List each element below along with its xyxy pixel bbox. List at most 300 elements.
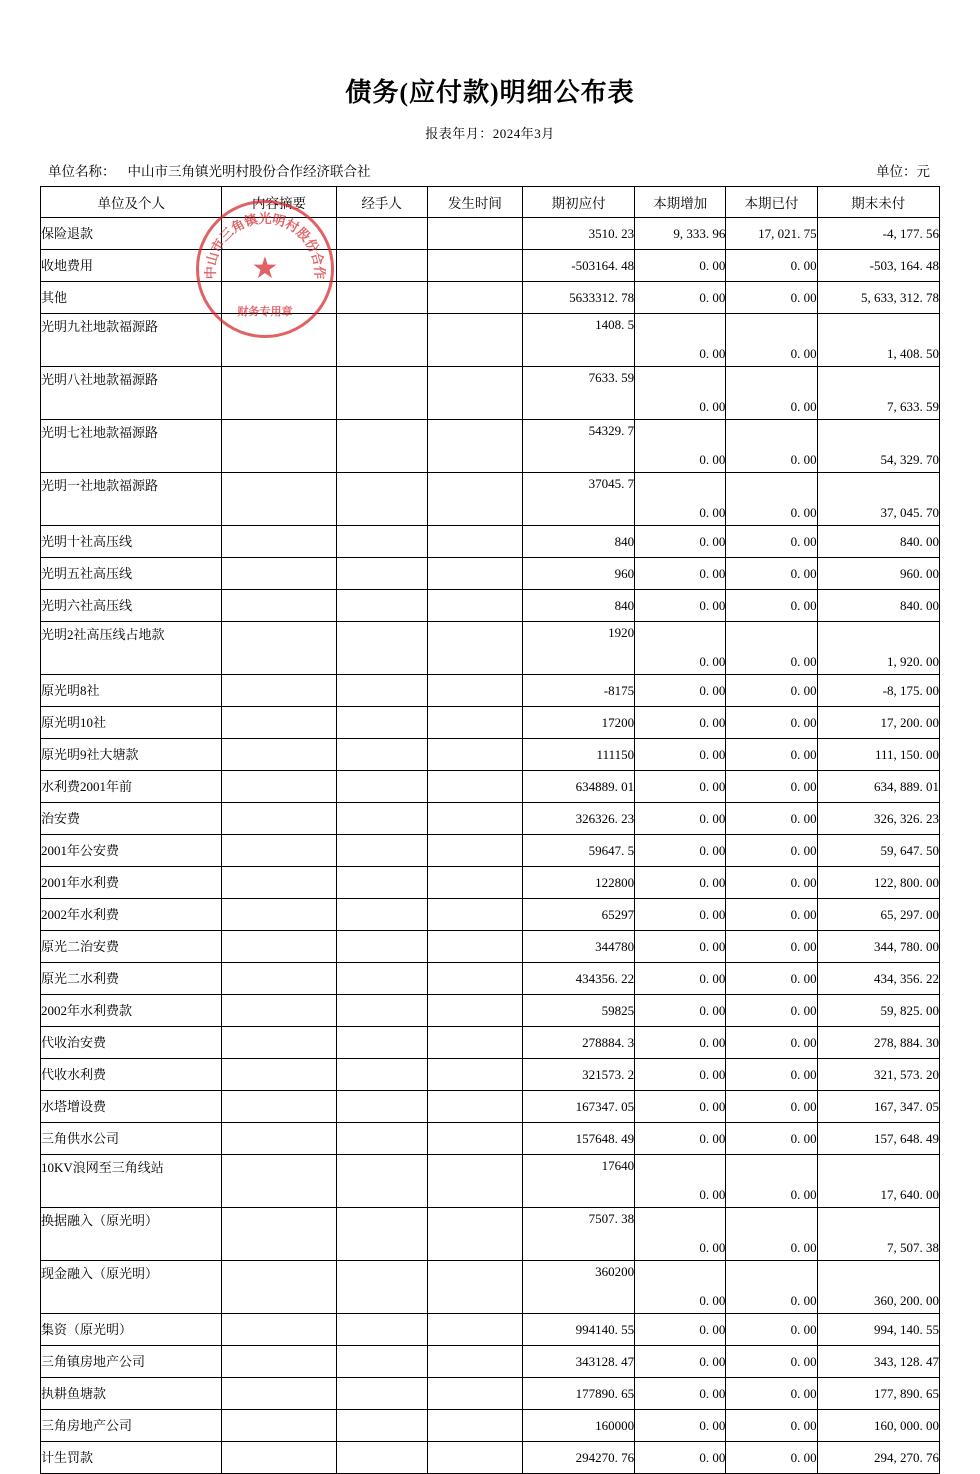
table-row (41, 739, 940, 771)
cell-unit-name: 治安费 (41, 803, 222, 835)
cell-increase: 0. 00 (635, 707, 726, 739)
cell-time (427, 995, 522, 1027)
cell-closing: 54, 329. 70 (817, 420, 939, 473)
cell-summary (222, 1091, 336, 1123)
unit-name-label: 单位名称： (48, 164, 116, 179)
table-row (41, 931, 940, 963)
cell-paid: 0. 00 (726, 1410, 817, 1442)
cell-time (427, 707, 522, 739)
cell-handler (336, 622, 427, 675)
cell-closing: 59, 647. 50 (817, 835, 939, 867)
cell-opening: 177890. 65 (523, 1378, 635, 1410)
table-row (41, 963, 940, 995)
cell-opening: -8175 (523, 675, 635, 707)
cell-time (427, 1261, 522, 1314)
cell-unit-name: 光明一社地款福源路 (41, 473, 222, 526)
table-row (41, 622, 940, 675)
cell-closing: 326, 326. 23 (817, 803, 939, 835)
cell-increase: 0. 00 (635, 675, 726, 707)
cell-closing: 321, 573. 20 (817, 1059, 939, 1091)
table-row (41, 1378, 940, 1410)
cell-unit-name: 三角房地产公司 (41, 1410, 222, 1442)
cell-handler (336, 739, 427, 771)
cell-handler (336, 282, 427, 314)
cell-time (427, 590, 522, 622)
cell-summary (222, 1261, 336, 1314)
cell-time (427, 218, 522, 250)
cell-time (427, 1346, 522, 1378)
cell-unit-name: 水利费2001年前 (41, 771, 222, 803)
cell-unit-name: 光明2社高压线占地款 (41, 622, 222, 675)
cell-handler (336, 1346, 427, 1378)
currency-label: 单位：元 (876, 164, 930, 179)
cell-paid: 0. 00 (726, 771, 817, 803)
cell-increase: 0. 00 (635, 1123, 726, 1155)
cell-summary (222, 526, 336, 558)
cell-handler (336, 867, 427, 899)
cell-increase: 0. 00 (635, 622, 726, 675)
cell-time (427, 1208, 522, 1261)
cell-closing: 17, 200. 00 (817, 707, 939, 739)
cell-opening: 160000 (523, 1410, 635, 1442)
cell-summary (222, 867, 336, 899)
cell-handler (336, 420, 427, 473)
cell-increase: 0. 00 (635, 473, 726, 526)
cell-closing: 160, 000. 00 (817, 1410, 939, 1442)
table-row (41, 526, 940, 558)
cell-unit-name: 光明七社地款福源路 (41, 420, 222, 473)
cell-time (427, 282, 522, 314)
cell-summary (222, 1346, 336, 1378)
cell-unit-name: 换据融入（原光明） (41, 1208, 222, 1261)
cell-opening: 321573. 2 (523, 1059, 635, 1091)
cell-handler (336, 1155, 427, 1208)
cell-handler (336, 963, 427, 995)
cell-handler (336, 1091, 427, 1123)
page-title: 债务(应付款)明细公布表 (345, 78, 635, 107)
cell-time (427, 1410, 522, 1442)
cell-increase: 0. 00 (635, 1346, 726, 1378)
seal-bottom-text: 财务专用章 (237, 306, 293, 318)
cell-closing: 343, 128. 47 (817, 1346, 939, 1378)
cell-increase: 0. 00 (635, 367, 726, 420)
cell-opening: 111150 (523, 739, 635, 771)
cell-time (427, 1314, 522, 1346)
table-row (41, 1208, 940, 1261)
report-period: 报表年月：2024年3月 (425, 126, 555, 141)
cell-summary (222, 367, 336, 420)
cell-increase: 0. 00 (635, 1091, 726, 1123)
table-row (41, 1410, 940, 1442)
cell-paid: 0. 00 (726, 707, 817, 739)
cell-handler (336, 558, 427, 590)
cell-paid: 0. 00 (726, 1314, 817, 1346)
cell-opening: 1920 (523, 622, 635, 675)
cell-unit-name: 计生罚款 (41, 1442, 222, 1474)
cell-unit-name: 代收水利费 (41, 1059, 222, 1091)
cell-increase: 0. 00 (635, 995, 726, 1027)
cell-opening: 343128. 47 (523, 1346, 635, 1378)
cell-paid: 0. 00 (726, 739, 817, 771)
cell-unit-name: 原光二治安费 (41, 931, 222, 963)
table-row (41, 1314, 940, 1346)
cell-opening: 326326. 23 (523, 803, 635, 835)
cell-time (427, 526, 522, 558)
table-row (41, 1091, 940, 1123)
cell-closing: 122, 800. 00 (817, 867, 939, 899)
cell-increase: 0. 00 (635, 771, 726, 803)
cell-handler (336, 675, 427, 707)
cell-summary (222, 590, 336, 622)
cell-paid: 0. 00 (726, 420, 817, 473)
table-row (41, 1123, 940, 1155)
cell-paid: 0. 00 (726, 1155, 817, 1208)
cell-unit-name: 三角镇房地产公司 (41, 1346, 222, 1378)
cell-increase: 0. 00 (635, 1378, 726, 1410)
cell-unit-name: 原光明10社 (41, 707, 222, 739)
cell-paid: 0. 00 (726, 1027, 817, 1059)
cell-opening: 54329. 7 (523, 420, 635, 473)
cell-summary (222, 1208, 336, 1261)
cell-time (427, 1378, 522, 1410)
cell-handler (336, 218, 427, 250)
cell-summary (222, 803, 336, 835)
table-row (41, 803, 940, 835)
cell-handler (336, 590, 427, 622)
table-row (41, 250, 940, 282)
cell-unit-name: 2002年水利费款 (41, 995, 222, 1027)
cell-summary (222, 622, 336, 675)
cell-handler (336, 1059, 427, 1091)
cell-paid: 0. 00 (726, 835, 817, 867)
cell-summary (222, 314, 336, 367)
table-row (41, 420, 940, 473)
cell-increase: 0. 00 (635, 963, 726, 995)
cell-closing: 344, 780. 00 (817, 931, 939, 963)
unit-name-value: 中山市三角镇光明村股份合作经济联合社 (127, 164, 371, 179)
cell-closing: 7, 633. 59 (817, 367, 939, 420)
table-row (41, 1442, 940, 1474)
cell-paid: 0. 00 (726, 675, 817, 707)
cell-paid: 0. 00 (726, 367, 817, 420)
cell-summary (222, 707, 336, 739)
cell-time (427, 1123, 522, 1155)
cell-opening: 840 (523, 590, 635, 622)
table-row (41, 707, 940, 739)
cell-unit-name: 光明十社高压线 (41, 526, 222, 558)
cell-unit-name: 光明八社地款福源路 (41, 367, 222, 420)
cell-handler (336, 526, 427, 558)
cell-summary (222, 963, 336, 995)
col-header-increase: 本期增加 (635, 187, 726, 218)
cell-paid: 0. 00 (726, 899, 817, 931)
cell-increase: 0. 00 (635, 282, 726, 314)
table-row (41, 1027, 940, 1059)
cell-time (427, 931, 522, 963)
svg-text:中山市三角镇光明村股份合作: 中山市三角镇光明村股份合作 (202, 211, 328, 280)
cell-handler (336, 367, 427, 420)
cell-opening: 994140. 55 (523, 1314, 635, 1346)
cell-closing: -4, 177. 56 (817, 218, 939, 250)
cell-increase: 9, 333. 96 (635, 218, 726, 250)
cell-increase: 0. 00 (635, 931, 726, 963)
cell-opening: 344780 (523, 931, 635, 963)
col-header-paid: 本期已付 (726, 187, 817, 218)
cell-opening: 17640 (523, 1155, 635, 1208)
cell-closing: 157, 648. 49 (817, 1123, 939, 1155)
cell-handler (336, 1378, 427, 1410)
cell-summary (222, 1378, 336, 1410)
cell-unit-name: 水塔增设费 (41, 1091, 222, 1123)
cell-summary (222, 1059, 336, 1091)
table-row (41, 282, 940, 314)
cell-handler (336, 771, 427, 803)
table-row (41, 590, 940, 622)
cell-handler (336, 1442, 427, 1474)
cell-increase: 0. 00 (635, 899, 726, 931)
cell-opening: 17200 (523, 707, 635, 739)
cell-increase: 0. 00 (635, 739, 726, 771)
cell-closing: 294, 270. 76 (817, 1442, 939, 1474)
cell-opening: 1408. 5 (523, 314, 635, 367)
cell-opening: 7507. 38 (523, 1208, 635, 1261)
cell-time (427, 622, 522, 675)
cell-increase: 0. 00 (635, 1410, 726, 1442)
cell-paid: 0. 00 (726, 867, 817, 899)
cell-summary (222, 1155, 336, 1208)
cell-time (427, 675, 522, 707)
cell-increase: 0. 00 (635, 314, 726, 367)
cell-time (427, 473, 522, 526)
col-header-closing: 期末未付 (817, 187, 939, 218)
cell-handler (336, 707, 427, 739)
cell-paid: 0. 00 (726, 995, 817, 1027)
cell-paid: 0. 00 (726, 473, 817, 526)
cell-closing: 960. 00 (817, 558, 939, 590)
table-row (41, 835, 940, 867)
cell-closing: 65, 297. 00 (817, 899, 939, 931)
cell-handler (336, 250, 427, 282)
cell-time (427, 803, 522, 835)
cell-unit-name: 2002年水利费 (41, 899, 222, 931)
cell-opening: 840 (523, 526, 635, 558)
cell-handler (336, 803, 427, 835)
cell-paid: 0. 00 (726, 590, 817, 622)
cell-closing: 1, 408. 50 (817, 314, 939, 367)
cell-paid: 0. 00 (726, 1059, 817, 1091)
cell-handler (336, 1410, 427, 1442)
cell-increase: 0. 00 (635, 590, 726, 622)
cell-summary (222, 558, 336, 590)
cell-opening: 37045. 7 (523, 473, 635, 526)
cell-paid: 0. 00 (726, 1208, 817, 1261)
cell-unit-name: 2001年水利费 (41, 867, 222, 899)
cell-time (427, 367, 522, 420)
cell-summary (222, 995, 336, 1027)
col-header-name: 单位及个人 (41, 187, 222, 218)
cell-unit-name: 现金融入（原光明） (41, 1261, 222, 1314)
cell-paid: 0. 00 (726, 622, 817, 675)
cell-unit-name: 光明九社地款福源路 (41, 314, 222, 367)
cell-opening: 59825 (523, 995, 635, 1027)
cell-opening: 157648. 49 (523, 1123, 635, 1155)
table-row (41, 1155, 940, 1208)
cell-unit-name: 光明五社高压线 (41, 558, 222, 590)
cell-paid: 0. 00 (726, 931, 817, 963)
cell-increase: 0. 00 (635, 835, 726, 867)
cell-time (427, 250, 522, 282)
cell-closing: 434, 356. 22 (817, 963, 939, 995)
cell-summary (222, 931, 336, 963)
cell-time (427, 899, 522, 931)
cell-summary (222, 1410, 336, 1442)
cell-increase: 0. 00 (635, 1059, 726, 1091)
cell-paid: 0. 00 (726, 1346, 817, 1378)
cell-time (427, 1442, 522, 1474)
cell-paid: 0. 00 (726, 250, 817, 282)
cell-time (427, 739, 522, 771)
cell-unit-name: 10KV浪网至三角线站 (41, 1155, 222, 1208)
cell-paid: 0. 00 (726, 1378, 817, 1410)
cell-handler (336, 1123, 427, 1155)
cell-handler (336, 1208, 427, 1261)
cell-unit-name: 光明六社高压线 (41, 590, 222, 622)
cell-opening: 360200 (523, 1261, 635, 1314)
document-page (0, 72, 980, 1465)
cell-unit-name: 原光二水利费 (41, 963, 222, 995)
cell-closing: 59, 825. 00 (817, 995, 939, 1027)
cell-time (427, 314, 522, 367)
cell-summary (222, 675, 336, 707)
cell-opening: 960 (523, 558, 635, 590)
col-header-summary: 内容摘要 (222, 187, 336, 218)
cell-summary (222, 1314, 336, 1346)
cell-handler (336, 1314, 427, 1346)
cell-paid: 0. 00 (726, 1442, 817, 1474)
cell-increase: 0. 00 (635, 420, 726, 473)
cell-paid: 0. 00 (726, 1261, 817, 1314)
cell-time (427, 771, 522, 803)
cell-opening: 122800 (523, 867, 635, 899)
cell-unit-name: 其他 (41, 282, 222, 314)
payables-table (40, 186, 940, 1474)
cell-time (427, 867, 522, 899)
cell-increase: 0. 00 (635, 526, 726, 558)
table-row (41, 899, 940, 931)
cell-increase: 0. 00 (635, 1027, 726, 1059)
table-row (41, 771, 940, 803)
table-row (41, 558, 940, 590)
cell-paid: 0. 00 (726, 558, 817, 590)
cell-closing: 17, 640. 00 (817, 1155, 939, 1208)
cell-opening: 65297 (523, 899, 635, 931)
cell-closing: 840. 00 (817, 590, 939, 622)
cell-opening: 167347. 05 (523, 1091, 635, 1123)
cell-time (427, 835, 522, 867)
cell-unit-name: 集资（原光明） (41, 1314, 222, 1346)
cell-closing: -503, 164. 48 (817, 250, 939, 282)
table-row (41, 314, 940, 367)
cell-opening: 59647. 5 (523, 835, 635, 867)
cell-summary (222, 1123, 336, 1155)
cell-unit-name: 原光明9社大塘款 (41, 739, 222, 771)
cell-opening: 5633312. 78 (523, 282, 635, 314)
cell-unit-name: 保险退款 (41, 218, 222, 250)
cell-summary (222, 739, 336, 771)
cell-unit-name: 收地费用 (41, 250, 222, 282)
meta-row (48, 160, 950, 180)
cell-unit-name: 执耕鱼塘款 (41, 1378, 222, 1410)
cell-handler (336, 1027, 427, 1059)
cell-handler (336, 835, 427, 867)
cell-paid: 0. 00 (726, 803, 817, 835)
cell-paid: 0. 00 (726, 1123, 817, 1155)
table-header-row (41, 187, 940, 218)
table-row (41, 867, 940, 899)
cell-paid: 0. 00 (726, 314, 817, 367)
cell-summary (222, 835, 336, 867)
table-row (41, 675, 940, 707)
cell-summary (222, 218, 336, 250)
cell-paid: 0. 00 (726, 282, 817, 314)
cell-unit-name: 代收治安费 (41, 1027, 222, 1059)
col-header-time: 发生时间 (427, 187, 522, 218)
cell-summary (222, 250, 336, 285)
table-row (41, 1059, 940, 1091)
cell-increase: 0. 00 (635, 1314, 726, 1346)
cell-paid: 0. 00 (726, 526, 817, 558)
cell-time (427, 1059, 522, 1091)
cell-increase: 0. 00 (635, 558, 726, 590)
cell-closing: 360, 200. 00 (817, 1261, 939, 1314)
unit-name-group (48, 160, 371, 180)
cell-opening: 634889. 01 (523, 771, 635, 803)
cell-increase: 0. 00 (635, 1261, 726, 1314)
cell-opening: 294270. 76 (523, 1442, 635, 1474)
cell-unit-name: 原光明8社 (41, 675, 222, 707)
cell-increase: 0. 00 (635, 1442, 726, 1474)
cell-opening: -503164. 48 (523, 250, 635, 282)
cell-increase: 0. 00 (635, 1208, 726, 1261)
cell-closing: 5, 633, 312. 78 (817, 282, 939, 314)
cell-handler (336, 931, 427, 963)
cell-closing: 994, 140. 55 (817, 1314, 939, 1346)
cell-increase: 0. 00 (635, 803, 726, 835)
cell-closing: 840. 00 (817, 526, 939, 558)
cell-handler (336, 899, 427, 931)
table-row (41, 218, 940, 250)
cell-time (427, 1027, 522, 1059)
cell-summary (222, 282, 336, 314)
cell-summary (222, 1442, 336, 1474)
cell-closing: 37, 045. 70 (817, 473, 939, 526)
cell-paid: 0. 00 (726, 1091, 817, 1123)
cell-closing: 634, 889. 01 (817, 771, 939, 803)
table-row (41, 995, 940, 1027)
cell-opening: 434356. 22 (523, 963, 635, 995)
table-row (41, 473, 940, 526)
cell-opening: 3510. 23 (523, 218, 635, 250)
cell-handler (336, 995, 427, 1027)
table-row (41, 367, 940, 420)
cell-closing: 7, 507. 38 (817, 1208, 939, 1261)
cell-time (427, 963, 522, 995)
cell-opening: 278884. 3 (523, 1027, 635, 1059)
cell-summary (222, 420, 336, 473)
cell-handler (336, 314, 427, 367)
cell-handler (336, 1261, 427, 1314)
cell-opening: 7633. 59 (523, 367, 635, 420)
